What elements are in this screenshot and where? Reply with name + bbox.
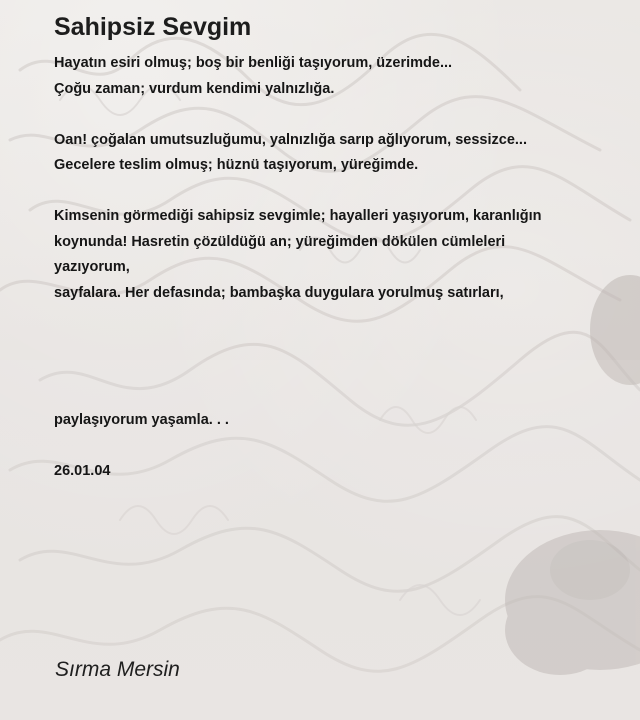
poem-line: koynunda! Hasretin çözüldüğü an; yüreğimden dökülen cümleleri <box>54 233 506 250</box>
poem-line: Hayatın esiri olmuş; boş bir benliği taşıyorum, üzerimde... <box>54 55 453 71</box>
poem-line: yazıyorum, <box>54 259 130 275</box>
poem-body <box>54 51 614 485</box>
poem-line: paylaşıyorum yaşamla. . . <box>54 412 229 428</box>
poem-line: Kimsenin görmediği sahipsiz sevgimle; hayalleri yaşıyorum, karanlığın <box>54 208 542 224</box>
poem-line: Çoğu zaman; vurdum kendimi yalnızlığa. <box>54 80 335 97</box>
poem-date: 26.01.04 <box>54 463 111 479</box>
poem-line: Gecelere teslim olmuş; hüznü taşıyorum, yüreğimde. <box>54 157 419 173</box>
author-name: Sırma Mersin <box>55 658 180 681</box>
poem-line: Oan! çoğalan umutsuzluğumu, yalnızlığa sarıp ağlıyorum, sessizce... <box>54 131 527 148</box>
poem-line: sayfalara. Her defasında; bambaşka duygulara yorulmuş satırları, <box>54 284 504 301</box>
poem-title: Sahipsiz Sevgim <box>54 13 252 41</box>
